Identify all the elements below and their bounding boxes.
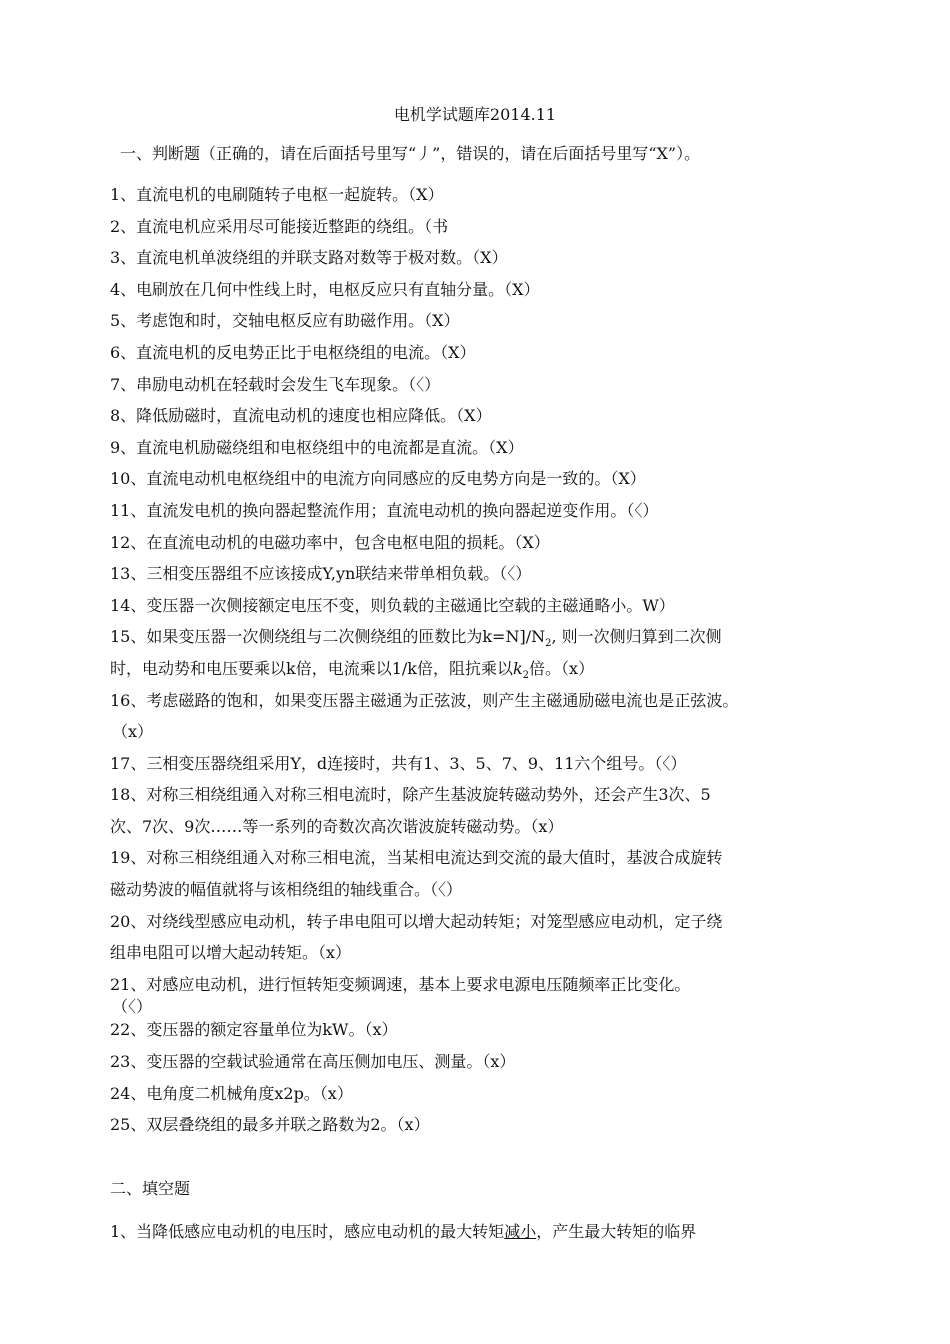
- question-text: 17、三相变压器绕组采用Y，d连接时，共有1、3、5、7、9、11六个组号。（〈）: [110, 753, 687, 773]
- question-text: 8、降低励磁时，直流电动机的速度也相应降低。（X）: [110, 406, 492, 426]
- question-text: 10、直流电动机电枢绕组中的电流方向同感应的反电势方向是一致的。（X）: [110, 469, 646, 489]
- question-item: [110, 211, 860, 243]
- question-item: [110, 305, 860, 337]
- question-text: 14、变压器一次侧接额定电压不变，则负载的主磁通比空载的主磁通略小。W）: [110, 595, 675, 615]
- fill-text-after: ，产生最大转矩的临界: [536, 1222, 697, 1241]
- question-item: [110, 274, 860, 306]
- question-item: [110, 432, 860, 464]
- question-text: 5、考虑饱和时，交轴电枢反应有助磁作用。（X）: [110, 311, 460, 331]
- question-text: 9、直流电机励磁绕组和电枢绕组中的电流都是直流。（X）: [110, 437, 524, 457]
- page-title: 电机学试题库2014.11: [393, 105, 557, 124]
- continuation-text: 时，电动势和电压要乘以k倍，电流乘以1/k倍，阻抗乘以: [110, 658, 513, 678]
- italic-variable: k: [512, 658, 523, 678]
- question-item: [110, 1014, 860, 1046]
- question-item: [110, 463, 860, 495]
- question-continuation: [110, 653, 860, 685]
- question-list: [110, 179, 860, 1141]
- subscript: 2: [522, 670, 530, 682]
- question-item: [110, 558, 860, 590]
- question-text: 19、对称三相绕组通入对称三相电流，当某相电流达到交流的最大值时，基波合成旋转: [110, 848, 723, 868]
- question-item: [110, 337, 860, 369]
- question-text: 3、直流电机单波绕组的并联支路对数等于极对数。（X）: [110, 248, 508, 268]
- question-item: [110, 779, 860, 842]
- section-heading-judgement: 一、判断题（正确的，请在后面括号里写“丿”，错误的，请在后面括号里写“X”）。: [120, 144, 701, 163]
- section-heading-fill-in: 二、填空题: [110, 1179, 191, 1198]
- question-text: 23、变压器的空载试验通常在高压侧加电压、测量。（x）: [110, 1052, 516, 1072]
- question-text: 15、如果变压器一次侧绕组与二次侧绕组的匝数比为k=N]/N: [110, 627, 546, 647]
- question-item: [110, 969, 860, 1015]
- continuation-text: 倍。（x）: [529, 658, 595, 678]
- question-text: 24、电角度二机械角度x2p。（x）: [110, 1083, 353, 1103]
- question-text: 21、对感应电动机，进行恒转矩变频调速，基本上要求电源电压随频率正比变化。: [110, 974, 691, 994]
- question-item: [110, 179, 860, 211]
- question-item: [110, 590, 860, 622]
- question-answer-wrap: （x）: [112, 722, 154, 742]
- question-continuation: 次、7次、9次……等一系列的奇数次高次谐波旋转磁动势。（x）: [110, 816, 564, 836]
- question-text: 7、串励电动机在轻载时会发生飞车现象。（〈）: [110, 374, 441, 394]
- question-item: [110, 1078, 860, 1110]
- question-text: 20、对绕线型感应电动机，转子串电阻可以增大起动转矩；对笼型感应电动机，定子绕: [110, 911, 723, 931]
- question-item: [110, 1109, 860, 1141]
- question-item: [110, 527, 860, 559]
- subscript: 2: [545, 638, 552, 650]
- question-text: 13、三相变压器组不应该接成Y,yn联结来带单相负载。（〈）: [110, 564, 532, 584]
- question-text: 16、考虑磁路的饱和，如果变压器主磁通为正弦波，则产生主磁通励磁电流也是正弦波。: [110, 690, 739, 710]
- question-text: 4、电刷放在几何中性线上时，电枢反应只有直轴分量。（X）: [110, 279, 540, 299]
- question-text: 1、直流电机的电刷随转子电枢一起旋转。（X）: [110, 185, 444, 204]
- question-item: [110, 621, 860, 684]
- question-item: [110, 906, 860, 969]
- question-answer-wrap: （〈）: [112, 997, 153, 1017]
- question-text: 25、双层叠绕组的最多并联之路数为2。（x）: [110, 1115, 430, 1135]
- question-item: [110, 400, 860, 432]
- question-item: [110, 242, 860, 274]
- question-item: [110, 748, 860, 780]
- question-item: [110, 1046, 860, 1078]
- question-text: 22、变压器的额定容量单位为kW。（x）: [110, 1020, 398, 1040]
- question-text: 12、在直流电动机的电磁功率中，包含电枢电阻的损耗。（X）: [110, 532, 550, 552]
- fill-text-before: 1、当降低感应电动机的电压时，感应电动机的最大转矩: [110, 1222, 505, 1241]
- fill-in-question: [110, 1221, 696, 1243]
- fill-answer: 减小: [504, 1222, 537, 1241]
- question-item: [110, 495, 860, 527]
- question-text-after-subscript: , 则一次侧归算到二次侧: [551, 627, 722, 647]
- question-text: 6、直流电机的反电势正比于电枢绕组的电流。（X）: [110, 342, 476, 362]
- question-text: 11、直流发电机的换向器起整流作用；直流电动机的换向器起逆变作用。（〈）: [110, 500, 659, 520]
- question-item: [110, 369, 860, 401]
- question-continuation: 磁动势波的幅值就将与该相绕组的轴线重合。（〈）: [110, 880, 463, 900]
- question-item: [110, 685, 860, 748]
- question-item: [110, 842, 860, 905]
- question-continuation: 组串电阻可以增大起动转矩。（x）: [110, 943, 352, 963]
- question-text: 18、对称三相绕组通入对称三相电流时，除产生基波旋转磁动势外，还会产生3次、5: [110, 785, 711, 805]
- question-text: 2、直流电机应采用尽可能接近整距的绕组。（书: [110, 216, 449, 236]
